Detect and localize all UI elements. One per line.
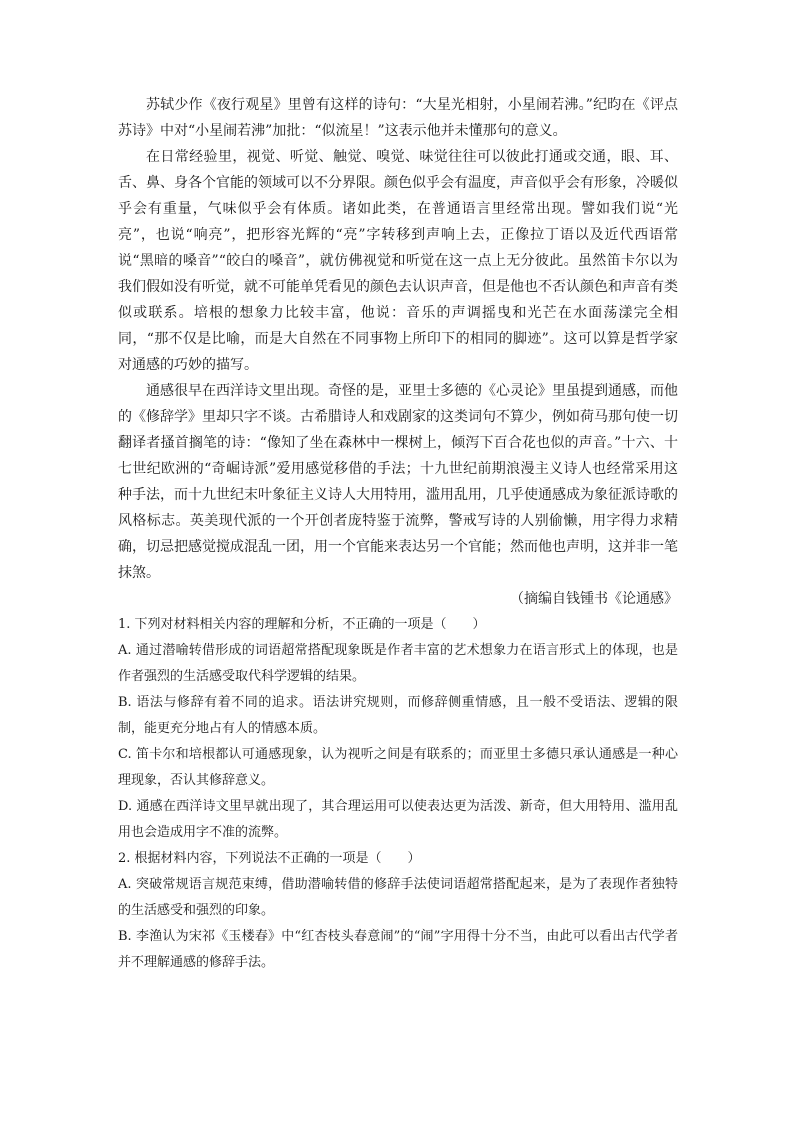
article-paragraph-2: 在日常经验里，视觉、听觉、触觉、嗅觉、味觉往往可以彼此打通或交通，眼、耳、舌、鼻、身各个官能的领域可以不分界限。颜色似乎会有温度，声音似乎会有形象，冷暖似乎会有重量，气味似乎会有体质。诸如此类，在普通语言里经常出现。譬如我们说“光亮”，也说“响亮”，把形容光辉的“亮”字转移到声响上去，正像拉丁语以及近代西语常说“黑暗的嗓音”“皎白的嗓音”，就仿佛视觉和听觉在这一点上无分彼此。虽然笛卡尔以为我们假如没有听觉，就不可能单凭看见的颜色去认识声音，但是他也不否认颜色和声音有类似或联系。培根的想象力比较丰富，他说：音乐的声调摇曳和光芒在水面荡漾完全相同，“那不仅是比喻，而是大自然在不同事物上所印下的相同的脚迹”。这可以算是哲学家对通感的巧妙的描写。 — [118, 149, 678, 373]
article-paragraph-1: 苏轼少作《夜行观星》里曾有这样的诗句：“大星光相射，小星闹若沸。”纪昀在《评点苏诗》中对“小星闹若沸”加批：“似流星！”这表示他并未懂那句的意义。 — [118, 97, 678, 139]
question-stem: 2. 根据材料内容，下列说法不正确的一项是（ ） — [118, 851, 421, 866]
option-b: B. 语法与修辞有着不同的追求。语法讲究规则，而修辞侧重情感，且一般不受语法、逻辑的限制，能更充分地占有人的情感本质。 — [118, 695, 678, 736]
question-1 — [118, 612, 678, 846]
option-a: A. 突破常规语言规范束缚，借助潜喻转借的修辞手法使词语超常搭配起来，是为了表现作者独特的生活感受和强烈的印象。 — [118, 877, 678, 918]
article-paragraph-3: 通感很早在西洋诗文里出现。奇怪的是，亚里士多德的《心灵论》里虽提到通感，而他的《修辞学》里却只字不谈。古希腊诗人和戏剧家的这类词句不算少，例如荷马那句使一切翻译者搔首搁笔的诗：“像知了坐在森林中一棵树上，倾泻下百合花也似的声音。”十六、十七世纪欧洲的“奇崛诗派”爱用感觉移借的手法；十九世纪前期浪漫主义诗人也经常采用这种手法，而十九世纪末叶象征主义诗人大用特用，滥用乱用，几乎使通感成为象征派诗歌的风格标志。英美现代派的一个开创者庞特鉴于流弊，警戒写诗的人别偷懒，用字得力求精确，切忌把感觉搅成混乱一团，用一个官能来表达另一个官能；然而他也声明，这并非一笔抹煞。 — [118, 383, 678, 581]
option-b: B. 李渔认为宋祁《玉楼春》中“红杏枝头春意闹”的“闹”字用得十分不当，由此可以看出古代学者并不理解通感的修辞手法。 — [118, 929, 678, 970]
article-source: （摘编自钱锺书《论通感》 — [510, 591, 678, 607]
option-d: D. 通感在西洋诗文里早就出现了，其合理运用可以使表达更为活泼、新奇，但大用特用、滥用乱用也会造成用字不准的流弊。 — [118, 799, 678, 840]
question-2 — [118, 846, 678, 976]
option-c: C. 笛卡尔和培根都认可通感现象，认为视听之间是有联系的；而亚里士多德只承认通感是一种心理现象，否认其修辞意义。 — [118, 747, 678, 788]
document-page — [118, 92, 678, 976]
question-stem: 1. 下列对材料相关内容的理解和分析，不正确的一项是（ ） — [118, 617, 486, 632]
option-a: A. 通过潜喻转借形成的词语超常搭配现象既是作者丰富的艺术想象力在语言形式上的体现，也是作者强烈的生活感受取代科学逻辑的结果。 — [118, 643, 678, 684]
